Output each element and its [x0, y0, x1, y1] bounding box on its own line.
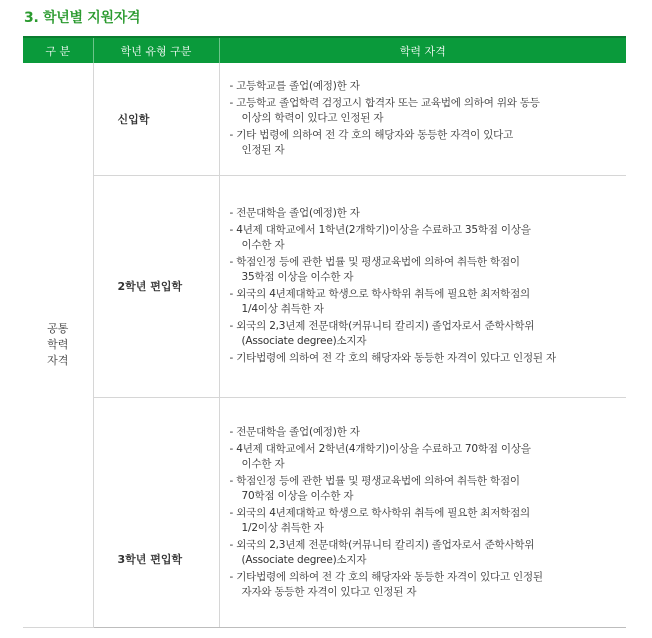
list-item: - 전문대학을 졸업(예정)한 자: [229, 207, 360, 219]
list-item: - 기타 법령에 의하여 전 각 호의 해당자와 동등한 자격이 있다고 인정된 자: [229, 129, 514, 157]
list-item: - 고등학교 졸업학력 검정고시 합격자 또는 교육법에 의하여 위와 동등 이상의 학력이 있다고 인정된 자: [229, 97, 540, 125]
table-row: [23, 175, 626, 397]
list-item: - 외국의 4년제대학교 학생으로 학사학위 취득에 필요한 최저학점의 1/4이상 취득한 자: [229, 288, 530, 315]
list-item: - 외국의 4년제대학교 학생으로 학사학위 취득에 필요한 최저학점의 1/2이상 취득한 자: [229, 506, 530, 534]
type-cell: 2학년 편입학: [93, 175, 219, 397]
table-row: [23, 397, 626, 627]
group-label-line: 공통: [47, 321, 69, 335]
table-header-row: [23, 37, 626, 63]
table-row: [23, 63, 626, 175]
qualification-cell: [219, 175, 626, 397]
group-label-line: 학력: [47, 337, 69, 351]
list-item: - 외국의 2,3년제 전문대학(커뮤니티 칼리지) 졸업자로서 준학사학위 (Associate degree)소지자: [229, 538, 535, 566]
group-cell: [23, 63, 93, 627]
list-item: - 고등학교를 졸업(예정)한 자: [229, 80, 360, 93]
list-item: - 4년제 대학교에서 1학년(2개학기)이상을 수료하고 35학점 이상을 이수한 자: [229, 224, 531, 251]
list-item: - 4년제 대학교에서 2학년(4개학기)이상을 수료하고 70학점 이상을 이수한 자: [229, 442, 531, 470]
list-item: - 기타법령에 의하여 전 각 호의 해당자와 동등한 자격이 있다고 인정된 자: [229, 352, 556, 364]
list-item: - 기타법령에 의하여 전 각 호의 해당자와 동등한 자격이 있다고 인정된 자자와 동등한 자격이 있다고 인정된 자: [229, 570, 543, 598]
admission-requirements-table: [23, 36, 626, 628]
list-item: - 외국의 2,3년제 전문대학(커뮤니티 칼리지) 졸업자로서 준학사학위 (Associate degree)소지자: [229, 320, 535, 347]
group-label-line: 자격: [47, 353, 69, 367]
header-qualification: 학력 자격: [219, 37, 626, 63]
list-item: - 전문대학을 졸업(예정)한 자: [229, 425, 360, 438]
list-item: - 학점인정 등에 관한 법률 및 평생교육법에 의하여 취득한 학점이 35학점 이상을 이수한 자: [229, 256, 520, 283]
type-cell: 3학년 편입학: [93, 397, 219, 627]
qualification-cell: [219, 397, 626, 627]
header-type: 학년 유형 구분: [93, 37, 219, 63]
type-cell: 신입학: [93, 63, 219, 175]
qualification-cell: [219, 63, 626, 175]
section-title: 3. 학년별 지원자격: [24, 10, 141, 26]
list-item: - 학점인정 등에 관한 법률 및 평생교육법에 의하여 취득한 학점이 70학점 이상을 이수한 자: [229, 474, 520, 502]
header-group: 구 분: [23, 37, 93, 63]
